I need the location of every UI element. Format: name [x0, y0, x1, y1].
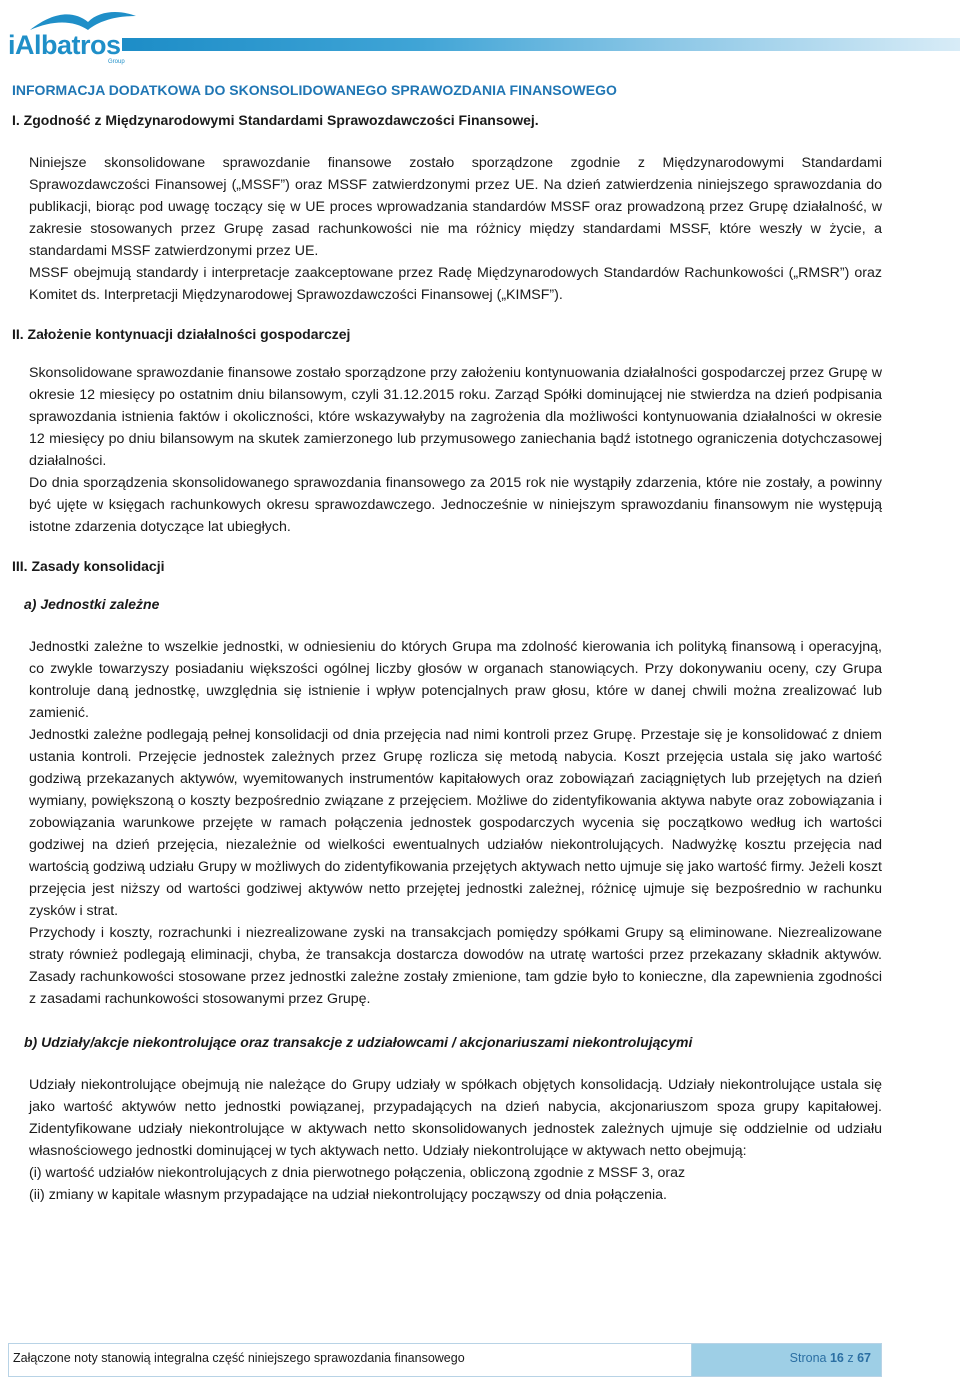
subsection-a-paragraph-1: Jednostki zależne to wszelkie jednostki, w odniesieniu do których Grupa ma zdolność kierowania ich polityką finansową i operacyjną, co zwykle towarzyszy posiadaniu większości ogólnej liczby głosów w organach stanowiących. Przy dokonywaniu oceny, czy Grupa kontroluje daną jednostkę, uwzględnia się istnienie i wpływ potencjalnych praw głosu, które w danej chwili można zrealizować lub zamienić.	[29, 639, 882, 721]
section-3-title: III. Zasady konsolidacji	[12, 558, 165, 574]
subsection-b-item-1: (i) wartość udziałów niekontrolujących z dnia pierwotnego połączenia, obliczoną zgodnie z MSSF 3, oraz	[29, 1165, 686, 1181]
page-number	[692, 1344, 881, 1376]
page-header	[0, 0, 960, 70]
subsection-b-title: b) Udziały/akcje niekontrolujące oraz transakcje z udziałowcami / akcjonariuszami niekontrolującymi	[24, 1034, 693, 1050]
albatros-logo	[8, 8, 148, 64]
section-1-paragraph-1: Niniejsze skonsolidowane sprawozdanie finansowe zostało sporządzone zgodnie z Międzynarodowymi Standardami Sprawozdawczości Finansowej („MSSF”) oraz MSSF zatwierdzonymi przez UE. Na dzień zatwierdzenia niniejszego sprawozdania do publikacji, biorąc pod uwagę toczący się w UE proces wprowadzania standardów MSSF oraz prowadzoną przez Grupę działalność, w zakresie stosowanych przez Grupę zasad rachunkowości nie ma różnicy między standardami MSSF, które weszły w życie, a standardami MSSF zatwierdzonymi przez UE.	[29, 155, 882, 259]
document-body	[12, 78, 882, 1206]
section-2-paragraph-2: Do dnia sporządzenia skonsolidowanego sprawozdania finansowego za 2015 rok nie wystąpiły zdarzenia, które nie zostały, a powinny być ujęte w księgach rachunkowych okresu sprawozdawczego. Jednocześnie w niniejszym sprawozdaniu finansowym nie występują istotne zdarzenia dotyczące lat ubiegłych.	[29, 475, 882, 535]
section-2-title: II. Założenie kontynuacji działalności gospodarczej	[12, 326, 351, 342]
header-gradient-bar	[122, 38, 960, 51]
footer-note: Załączone noty stanowią integralna część niniejszego sprawozdania finansowego	[9, 1344, 692, 1376]
logo-subtext: Group	[108, 59, 125, 65]
logo-text: iAlbatros	[8, 30, 121, 60]
page-footer	[8, 1343, 882, 1377]
page-separator: z	[847, 1351, 854, 1365]
document-title: INFORMACJA DODATKOWA DO SKONSOLIDOWANEGO SPRAWOZDANIA FINANSOWEGO	[12, 82, 617, 98]
subsection-b-paragraph-1: Udziały niekontrolujące obejmują nie należące do Grupy udziały w spółkach objętych konsolidacją. Udziały niekontrolujące ustala się jako wartość aktywów netto jednostki powiązanej, przypadających na dzień nabycia, akcjonariuszom spoza grupy kapitałowej. Zidentyfikowane udziały niekontrolujące w aktywach netto skonsolidowanych jednostek zależnych ujmuje się oddzielnie od udziału własnościowego jednostki dominującej w tych aktywach netto. Udziały niekontrolujące w aktywach netto obejmują:	[29, 1077, 882, 1159]
subsection-a-title: a) Jednostki zależne	[24, 596, 160, 612]
subsection-b-item-2: (ii) zmiany w kapitale własnym przypadające na udział niekontrolujący począwszy od dnia połączenia.	[29, 1187, 667, 1203]
section-1-title: I. Zgodność z Międzynarodowymi Standardami Sprawozdawczości Finansowej.	[12, 112, 539, 128]
page-total: 67	[857, 1351, 871, 1365]
subsection-a-paragraph-2: Jednostki zależne podlegają pełnej konsolidacji od dnia przejęcia nad nimi kontroli przez Grupę. Przestaje się je konsolidować z dniem ustania kontroli. Przejęcie jednostek zależnych przez Grupę rozlicza się metodą nabycia. Koszt przejęcia ustala się jako wartość godziwą przekazanych aktywów, wyemitowanych instrumentów kapitałowych oraz zobowiązań zaciągniętych lub przejętych na dzień wymiany, powiększoną o koszty bezpośrednio związane z przejęciem. Możliwe do zidentyfikowania aktywa nabyte oraz zobowiązania i zobowiązania warunkowe przejęte w ramach połączenia jednostek gospodarczych wycenia się początkowo według ich wartości godziwej na dzień przejęcia, niezależnie od wielkości ewentualnych udziałów niekontrolujących. Nadwyżkę kosztu przejęcia nad wartością godziwą udziału Grupy w możliwych do zidentyfikowania przejętych aktywach netto ujmuje się jako wartość firmy. Jeżeli koszt przejęcia jest niższy od wartości godziwej aktywów netto przejętej jednostki zależnej, różnicę ujmuje się bezpośrednio w rachunku zysków i strat.	[29, 727, 882, 919]
subsection-a-paragraph-3: Przychody i koszty, rozrachunki i niezrealizowane zyski na transakcjach pomiędzy spółkami Grupy są eliminowane. Niezrealizowane straty również podlegają eliminacji, chyba, że transakcja dostarcza dowodów na utratę wartości przez przekazany składnik aktywów. Zasady rachunkowości stosowane przez jednostki zależne zostały zmienione, tam gdzie było to konieczne, dla zapewnienia zgodności z zasadami rachunkowości stosowanymi przez Grupę.	[29, 925, 882, 1007]
section-1-paragraph-2: MSSF obejmują standardy i interpretacje zaakceptowane przez Radę Międzynarodowych Standardów Rachunkowości („RMSR”) oraz Komitet ds. Interpretacji Międzynarodowej Sprawozdawczości Finansowej („KIMSF”).	[29, 265, 882, 303]
page-current: 16	[829, 1351, 844, 1365]
section-2-paragraph-1: Skonsolidowane sprawozdanie finansowe zostało sporządzone przy założeniu kontynuowania działalności gospodarczej przez Grupę w okresie 12 miesięcy po ostatnim dniu bilansowym, czyli 31.12.2015 roku. Zarząd Spółki dominującej nie stwierdza na dzień podpisania sprawozdania istnienia faktów i okoliczności, które wskazywałyby na zagrożenia dla możliwości kontynuowania działalności w okresie 12 miesięcy po dniu bilansowym na skutek zamierzonego lub przymusowego zaniechania bądź istotnego ograniczenia dotychczasowej działalności.	[29, 365, 882, 469]
page-label: Strona	[789, 1351, 827, 1365]
